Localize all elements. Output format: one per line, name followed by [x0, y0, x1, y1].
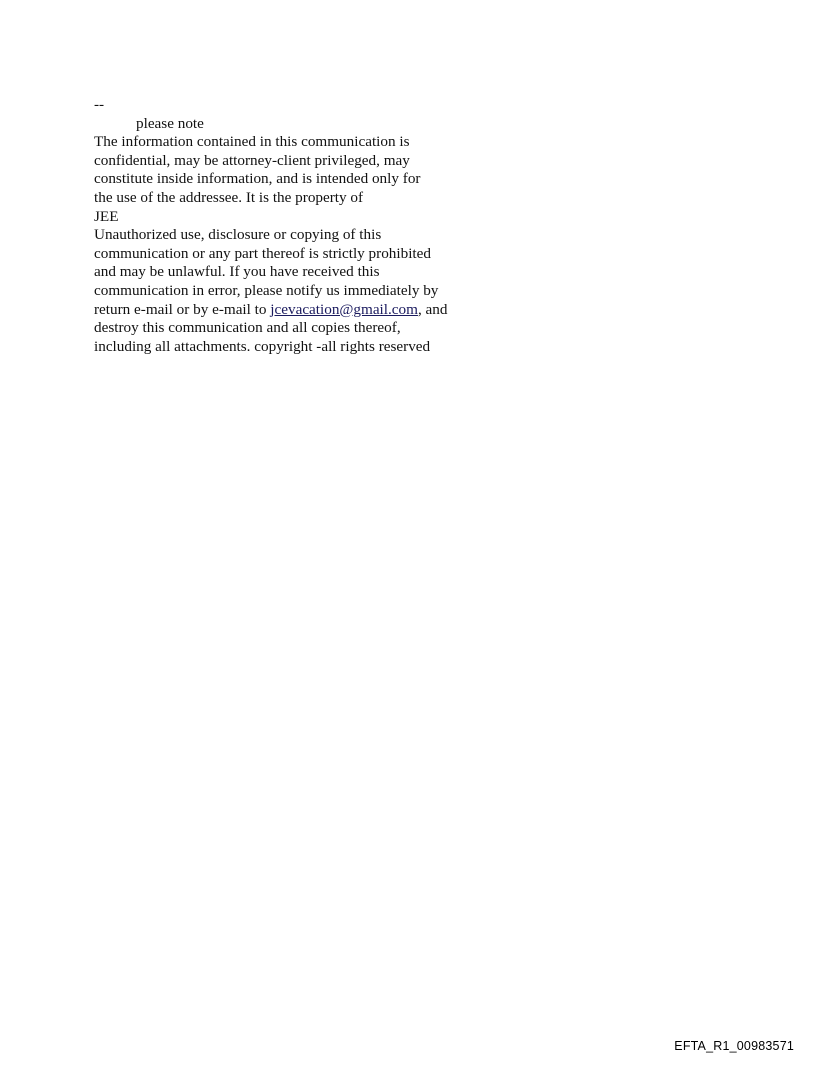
disclaimer-line-2: confidential, may be attorney-client privileged, may — [94, 151, 410, 169]
disclaimer-return-line — [94, 301, 514, 320]
please-note-line: please note — [136, 114, 204, 132]
email-link[interactable]: jcevacation@gmail.com — [270, 300, 418, 318]
bates-number: EFTA_R1_00983571 — [674, 1039, 794, 1053]
disclaimer-line-1: The information contained in this communication is — [94, 133, 410, 151]
disclaimer-line-8: and may be unlawful. If you have received this — [94, 263, 380, 281]
return-line-prefix: return e-mail or by e-mail to — [94, 300, 271, 318]
disclaimer-line-7: communication or any part thereof is strictly prohibited — [94, 244, 431, 262]
disclaimer-line-4: the use of the addressee. It is the property of — [94, 188, 364, 206]
disclaimer-line-9: communication in error, please notify us immediately by — [94, 281, 439, 299]
disclaimer-line-3: constitute inside information, and is intended only for — [94, 170, 421, 188]
signature-dashes: -- — [94, 96, 105, 113]
disclaimer-closing-line-1: destroy this communication and all copies thereof, — [94, 319, 401, 337]
return-line-suffix: , and — [417, 300, 448, 318]
disclaimer-line-5: JEE — [94, 207, 119, 225]
email-disclaimer-block — [94, 96, 514, 356]
disclaimer-closing-line-2: including all attachments. copyright -all rights reserved — [94, 337, 431, 355]
disclaimer-line-6: Unauthorized use, disclosure or copying of this — [94, 226, 382, 244]
